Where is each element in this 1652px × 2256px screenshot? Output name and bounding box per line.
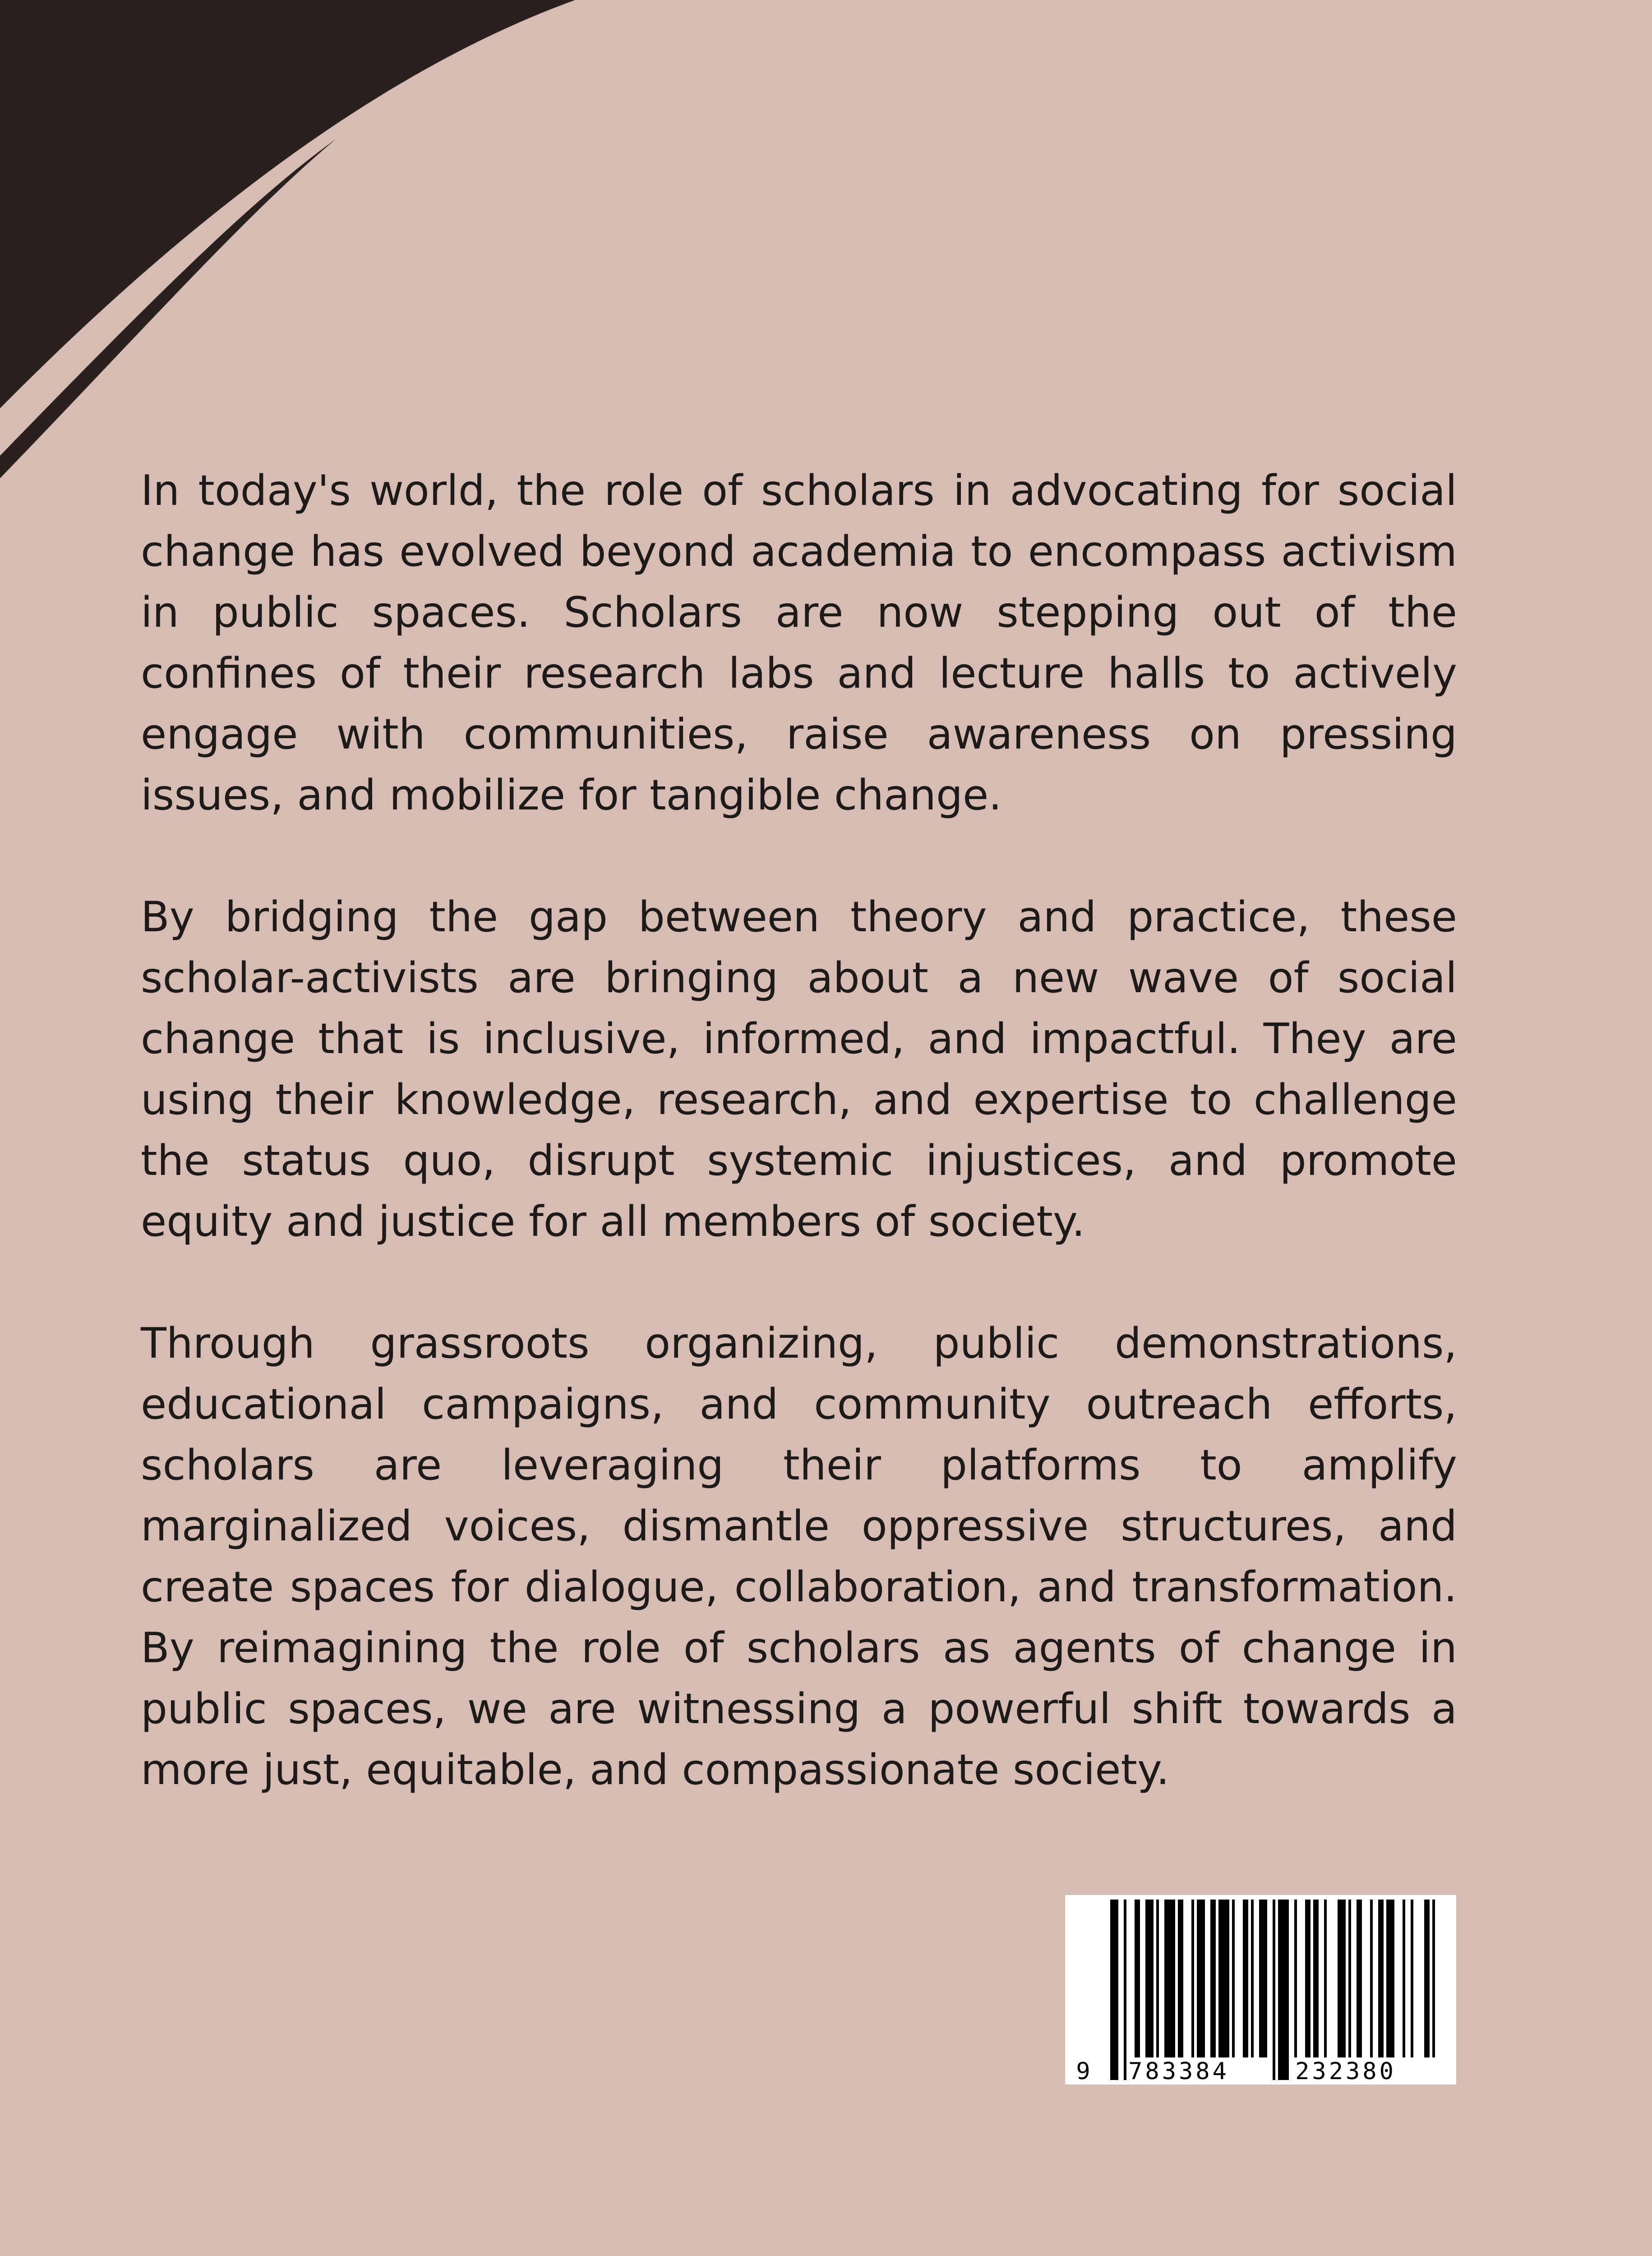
- blurb-paragraph-1: In today's world, the role of scholars in advocating for social change has evolved beyond academia to encompass activism in public spaces. Scholars are now stepping out of the confines of their research labs and lecture halls to actively engage with communities, raise awareness on pressing issues, and mobilize for tangible change.: [141, 466, 1457, 819]
- barcode-bar: [1156, 1900, 1159, 2057]
- barcode-left-digits: 783384: [1128, 2058, 1229, 2085]
- dark-arc-shape: [0, 0, 575, 408]
- barcode-bar: [1110, 1900, 1118, 2080]
- barcode-bar: [1386, 1900, 1394, 2057]
- barcode-bar: [1324, 1900, 1327, 2057]
- barcode-bar: [1432, 1900, 1435, 2057]
- barcode-bar: [1403, 1900, 1405, 2057]
- barcode-bar: [1338, 1900, 1346, 2057]
- barcode-bar: [1378, 1900, 1384, 2057]
- barcode-bar: [1164, 1900, 1175, 2057]
- barcode-bar: [1218, 1900, 1229, 2057]
- barcode-bar: [1197, 1900, 1205, 2057]
- barcode-bar: [1191, 1900, 1194, 2057]
- barcode-bar: [1135, 1900, 1140, 2057]
- barcode-bar: [1210, 1900, 1216, 2057]
- barcode-bar: [1348, 1900, 1351, 2057]
- blurb-paragraph-3: Through grassroots organizing, public demonstrations, educational campaigns, and community outreach efforts, scholars are leveraging their platforms to amplify marginalized voices, dismantle oppressive structures, and create spaces for dialogue, collaboration, and transformation. By reimagining the role of scholars as agents of change in public spaces, we are witnessing a powerful shift towards a more just, equitable, and compassionate society.: [141, 1319, 1457, 1794]
- barcode-bar: [1124, 1900, 1126, 2080]
- barcode-bar: [1273, 1900, 1275, 2080]
- barcode-bar: [1357, 1900, 1362, 2057]
- barcode-bar: [1305, 1900, 1311, 2057]
- barcode-bar: [1251, 1900, 1254, 2057]
- isbn-barcode: [1065, 1895, 1456, 2085]
- barcode-bar: [1259, 1900, 1267, 2057]
- barcode-bar: [1145, 1900, 1154, 2057]
- barcode-lead-digit: 9: [1076, 2058, 1090, 2085]
- barcode-bar: [1424, 1900, 1430, 2057]
- barcode-bar: [1411, 1900, 1413, 2057]
- barcode-bars: [1110, 1900, 1435, 2080]
- barcode-bar: [1232, 1900, 1235, 2057]
- barcode-bar: [1178, 1900, 1183, 2057]
- barcode-bar: [1294, 1900, 1297, 2057]
- barcode-bar: [1313, 1900, 1319, 2057]
- barcode-bar: [1278, 1900, 1289, 2080]
- back-cover-blurb: [141, 460, 1457, 1800]
- blurb-paragraph-2: By bridging the gap between theory and practice, these scholar-activists are bringing about a new wave of social change that is inclusive, informed, and impactful. They are using their knowledge, research, and expertise to challenge the status quo, disrupt systemic injustices, and promote equity and justice for all members of society.: [141, 892, 1457, 1246]
- barcode-bar: [1370, 1900, 1373, 2057]
- barcode-bar: [1243, 1900, 1248, 2057]
- decorative-corner-arc: [0, 0, 677, 496]
- barcode-right-digits: 232380: [1295, 2058, 1396, 2085]
